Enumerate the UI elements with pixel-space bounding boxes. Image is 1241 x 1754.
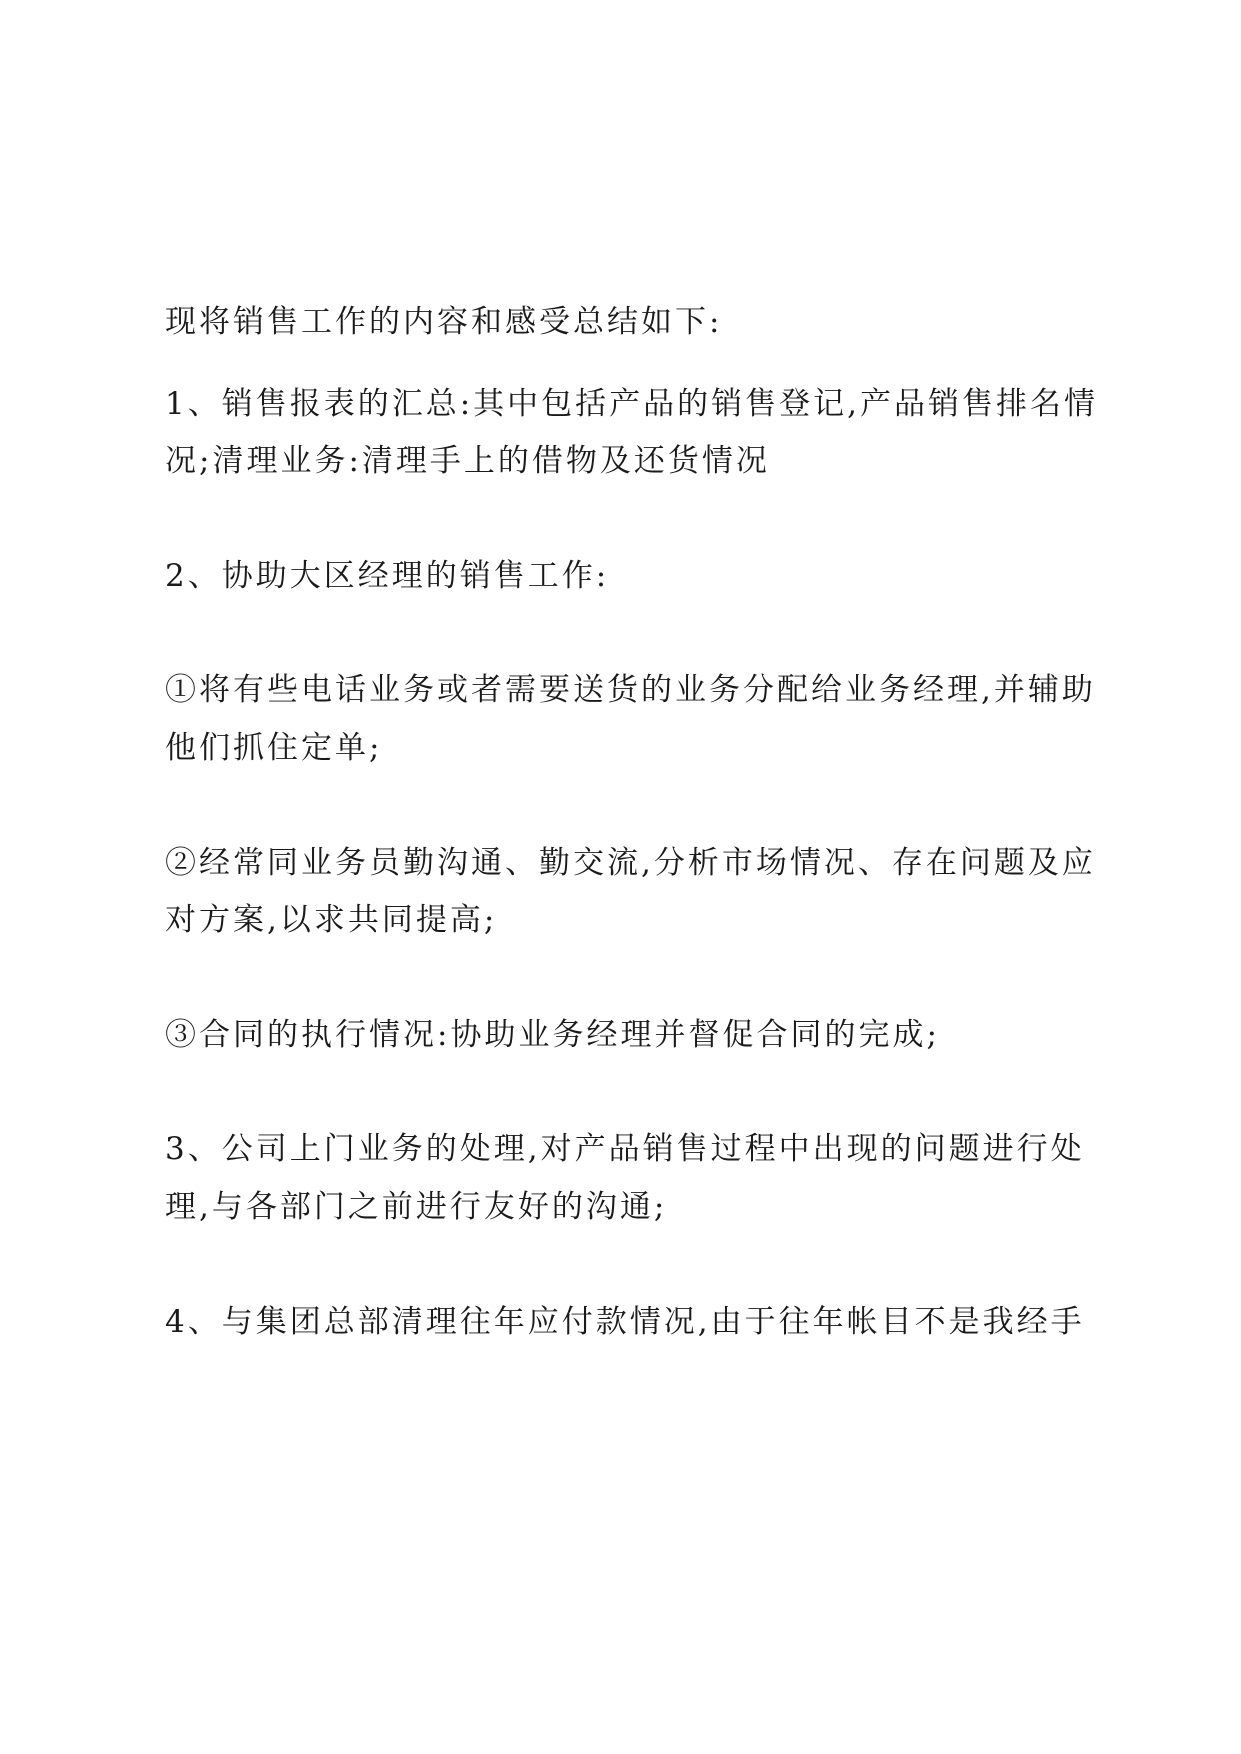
- subitem-1-line-1: ①将有些电话业务或者需要送货的业务分配给业务经理,并辅助: [165, 672, 1096, 708]
- item-1-line-2: 况;清理业务:清理手上的借物及还货情况: [165, 443, 770, 479]
- item-3-line-1: 3、公司上门业务的处理,对产品销售过程中出现的问题进行处: [165, 1131, 1085, 1167]
- item-4-line-1: 4、与集团总部清理往年应付款情况,由于往年帐目不是我经手: [165, 1304, 1085, 1340]
- subitem-1-line-2: 他们抓住定单;: [165, 730, 383, 766]
- item-1-line-1: 1、销售报表的汇总:其中包括产品的销售登记,产品销售排名情: [165, 386, 1099, 422]
- subitem-2-line-1: ②经常同业务员勤沟通、勤交流,分析市场情况、存在问题及应: [165, 845, 1096, 881]
- intro-line: 现将销售工作的内容和感受总结如下:: [165, 304, 723, 340]
- subitem-2-line-2: 对方案,以求共同提高;: [165, 902, 498, 938]
- item-2-heading: 2、协助大区经理的销售工作:: [165, 558, 610, 594]
- item-3-line-2: 理,与各部门之前进行友好的沟通;: [165, 1189, 668, 1225]
- subitem-3-line: ③合同的执行情况:协助业务经理并督促合同的完成;: [165, 1017, 940, 1053]
